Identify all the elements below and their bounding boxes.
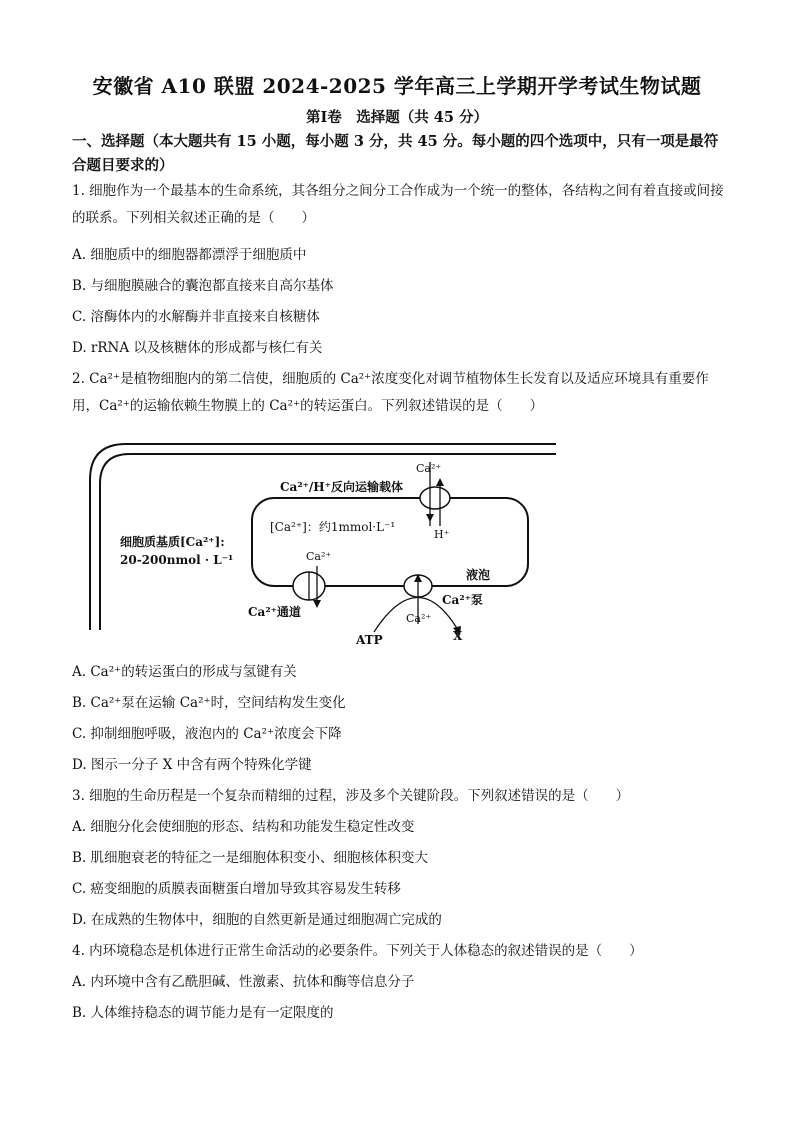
question-2-option-d: D. 图示一分子 X 中含有两个特殊化学键 — [72, 757, 312, 773]
question-4-option-b: B. 人体维持稳态的调节能力是有一定限度的 — [72, 1005, 334, 1021]
h-ion-label: H⁺ — [434, 528, 450, 541]
ca-pump-label: Ca²⁺泵 — [442, 593, 483, 607]
page-title: 安徽省 A10 联盟 2024-2025 学年高三上学期开学考试生物试题 — [92, 74, 702, 98]
atp-label: ATP — [356, 633, 383, 647]
question-4-option-a: A. 内环境中含有乙酰胆碱、性激素、抗体和酶等信息分子 — [72, 974, 415, 990]
question-2-option-b: B. Ca²⁺泵在运输 Ca²⁺时，空间结构发生变化 — [72, 695, 346, 711]
question-4-stem: 4. 内环境稳态是机体进行正常生命活动的必要条件。下列关于人体稳态的叙述错误的是（ ） — [72, 943, 643, 959]
section-heading: 一、选择题（本大题共有 15 小题，每小题 3 分，共 45 分。每小题的四个选项中，只有一项是最符合题目要求的） — [72, 133, 719, 174]
ca-pump-ion-label: Ca²⁺ — [406, 612, 432, 625]
calcium-transport-diagram — [80, 436, 560, 654]
question-2-option-c: C. 抑制细胞呼吸，液泡内的 Ca²⁺浓度会下降 — [72, 726, 342, 742]
question-1-stem: 1. 细胞作为一个最基本的生命系统，其各组分之间分工合作成为一个统一的整体，各结构之间有着直接或间接的联系。下列相关叙述正确的是（ ） — [72, 183, 724, 226]
ca-channel-ion-label: Ca²⁺ — [306, 550, 332, 563]
question-2-stem: 2. Ca²⁺是植物细胞内的第二信使，细胞质的 Ca²⁺浓度变化对调节植物体生长发育以及适应环境具有重要作用，Ca²⁺的运输依赖生物膜上的 Ca²⁺的转运蛋白。下列叙述错误的是（ ） — [72, 371, 709, 414]
cytoplasm-concentration-label: 细胞质基质[Ca²⁺]: — [120, 535, 225, 549]
ca-ion-top-label: Ca²⁺ — [416, 462, 442, 475]
question-3-option-a: A. 细胞分化会使细胞的形态、结构和功能发生稳定性改变 — [72, 819, 415, 835]
question-1-option-d: D. rRNA 以及核糖体的形成都与核仁有关 — [72, 340, 323, 356]
question-1-option-a: A. 细胞质中的细胞器都漂浮于细胞质中 — [72, 247, 307, 263]
x-label: X — [453, 629, 463, 643]
question-1-option-b: B. 与细胞膜融合的囊泡都直接来自高尔基体 — [72, 278, 334, 294]
antiporter-protein — [420, 487, 450, 509]
question-3-option-b: B. 肌细胞衰老的特征之一是细胞体积变小、细胞核体积变大 — [72, 850, 429, 866]
question-3-option-d: D. 在成熟的生物体中，细胞的自然更新是通过细胞凋亡完成的 — [72, 912, 442, 928]
cytoplasm-concentration-range: 20-200nmol · L⁻¹ — [120, 553, 234, 567]
part-subtitle: 第Ⅰ卷 选择题（共 45 分） — [305, 109, 489, 126]
question-3-stem: 3. 细胞的生命历程是一个复杂而精细的过程，涉及多个关键阶段。下列叙述错误的是（ ） — [72, 788, 630, 804]
vacuole-concentration-label: [Ca²⁺]：约1mmol·L⁻¹ — [270, 520, 396, 534]
question-1-option-c: C. 溶酶体内的水解酶并非直接来自核糖体 — [72, 309, 320, 325]
question-3-option-c: C. 癌变细胞的质膜表面糖蛋白增加导致其容易发生转移 — [72, 881, 401, 897]
vacuole-label: 液泡 — [466, 568, 491, 582]
antiporter-label: Ca²⁺/H⁺反向运输载体 — [280, 480, 403, 494]
question-2-option-a: A. Ca²⁺的转运蛋白的形成与氢键有关 — [72, 664, 297, 680]
ca-channel-label: Ca²⁺通道 — [248, 605, 301, 619]
